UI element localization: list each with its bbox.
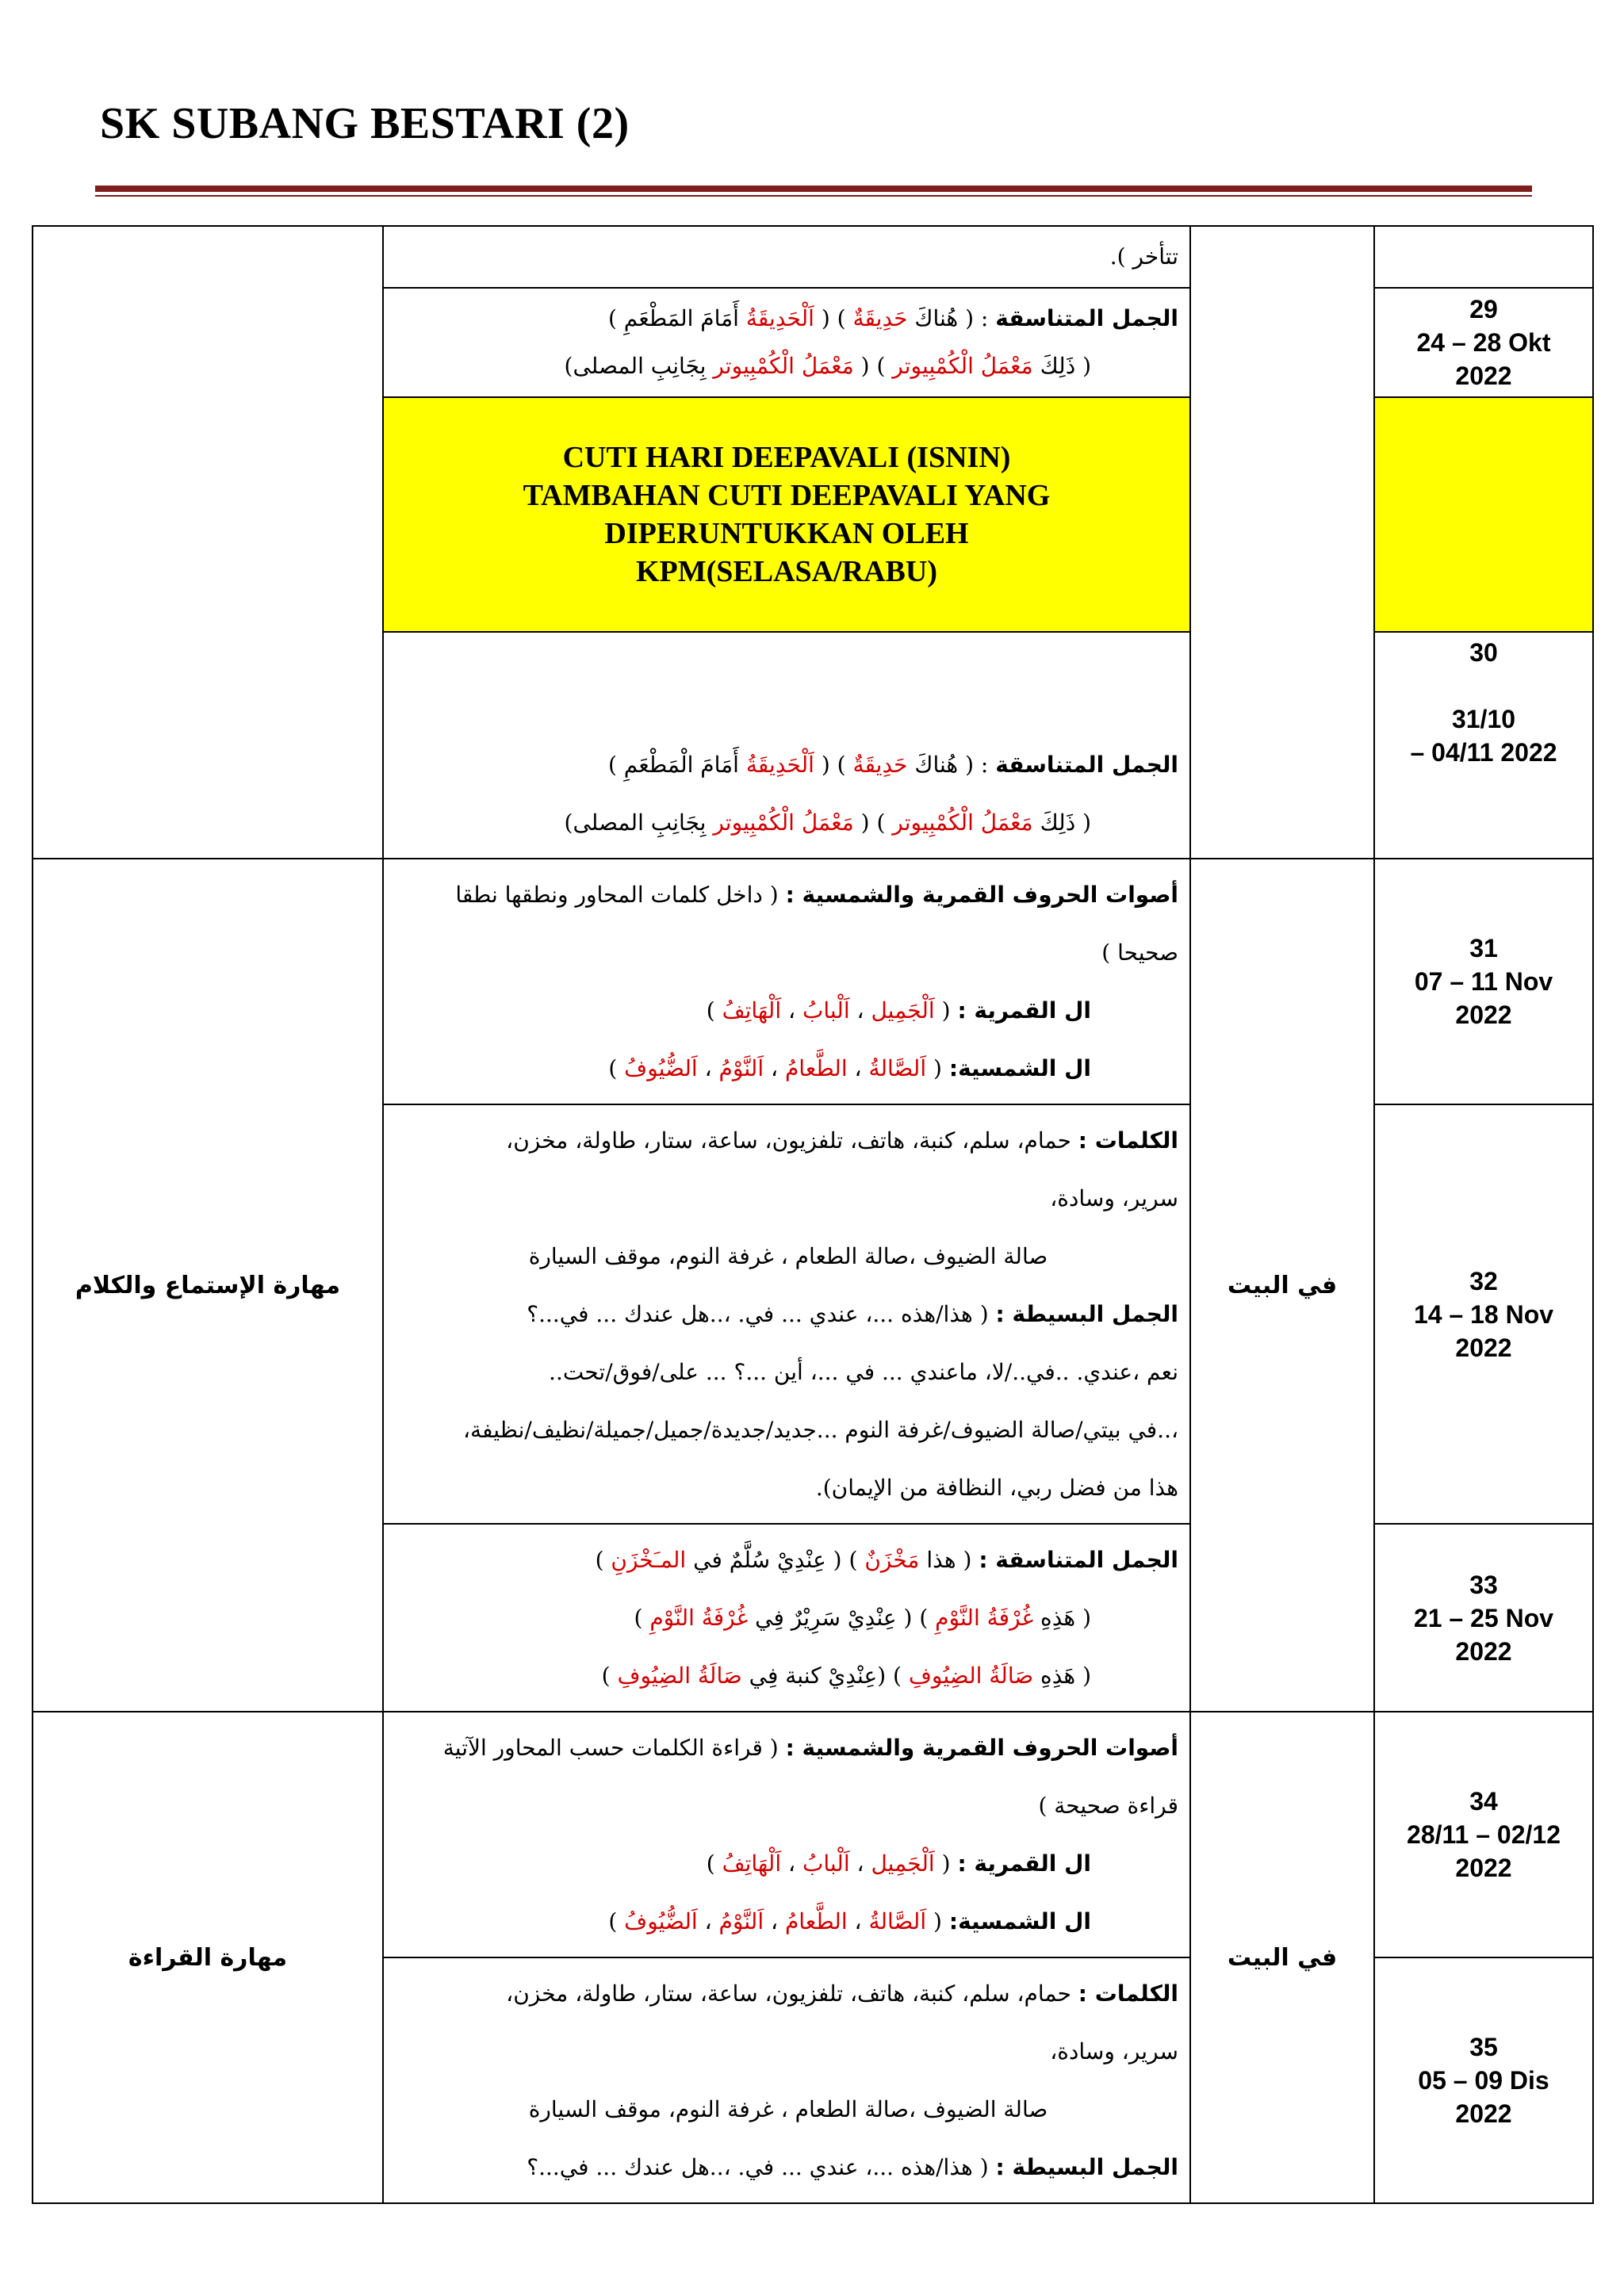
highlight-word: اَلْهَاتِفُ [722,1850,782,1877]
highlight-word: اَلصَّالةُ [868,1055,927,1081]
content-line: نعم ،عندي. ..في../لا، ماعندي ... في ...، أين ...؟ ... على/فوق/تحت.. [549,1359,1178,1385]
week-cell [1374,1104,1593,1524]
content-text: ) [601,1663,611,1689]
week-dates: 28/11 – 02/12 [1407,1820,1561,1849]
week-year: 2022 [1455,1636,1512,1666]
highlight-word: اَلنَّوْمُ [718,1908,764,1934]
week-dates: 14 – 18 Nov [1413,1299,1554,1329]
highlight-word: اَلْجَمِيل [871,997,935,1024]
content-text: ( هَذِهِ [1040,1663,1091,1689]
week-number: 34 [1469,1787,1498,1816]
content-line: صالة الضيوف ،صالة الطعام ، غرفة النوم، موقف السيارة [528,1243,1048,1269]
content-text: ( [941,997,951,1024]
content-text: ( هذا/هذه ...، عندي ... في. ،..هل عندك ... في...؟ [527,2154,989,2180]
content-line [398,1965,1178,2022]
content-line [398,794,1178,851]
content-text: ) ( [860,353,886,379]
content-line: قراءة صحيحة ) [1038,1793,1178,1819]
content-line [398,1647,1178,1705]
content-text: ) [595,1547,604,1573]
content-text: ) ( [860,809,886,836]
content-line: ال الشمسية: ( اَلصَّالةُ ، الطَّعامُ ، اَلنَّوْمُ ، اَلضُّيُوفُ ) [608,1908,1091,1934]
content-text: ( هُناكَ [914,305,975,331]
content-text: ) (عِنْدِيْ كنبة فِي [749,1663,902,1689]
content-text: ) ( عِنْدِيْ سُلَّمٌ في [693,1547,858,1573]
content-text: ( [941,1850,951,1877]
highlight-word: غُرْفَةُ النَّوْمِ [649,1605,749,1631]
skill-label: مهارة الإستماع والكلام [75,1271,341,1299]
lesson-plan-table [32,225,1594,2204]
week-year: 2022 [1455,1333,1512,1362]
content-cell [383,859,1190,1104]
content-line [398,1285,1178,1343]
content-text: ( داخل كلمات المحاور ونطقها نطقا [455,882,779,908]
content-label: الجمل البسيطة : [995,1301,1178,1327]
content-text: ) [608,1908,618,1934]
week-dates: 07 – 11 Nov [1414,967,1553,996]
content-text: ( [933,1908,942,1934]
highlight-word: اَلْبابُ [802,997,850,1024]
content-label: الجمل المتناسقة : [979,1547,1178,1573]
content-text: ) [706,1850,715,1877]
content-cell [383,1957,1190,2203]
week-number: 30 [1469,638,1498,667]
content-text: أَمَامَ المَطْعَمِ ) [607,305,739,331]
highlight-word: غُرْفَةُ النَّوْمِ [935,1605,1034,1631]
holiday-line: CUTI HARI DEEPAVALI (ISNIN) [562,441,1011,474]
week-dates: 24 – 28 Okt [1416,328,1551,357]
content-text: ) ( [821,752,846,778]
highlight-word: اَلنَّوْمُ [718,1055,764,1081]
content-text: ) [706,997,715,1024]
content-label: الجمل البسيطة : [995,2154,1178,2180]
table-row [33,226,1593,288]
highlight-word: اَلْهَاتِفُ [722,997,782,1024]
table-row [33,1712,1593,1957]
content-cell [383,1712,1190,1957]
highlight-word: اَلْحَدِيقَةُ [745,305,814,331]
content-line: ال الشمسية: ( اَلصَّالةُ ، الطَّعامُ ، اَلنَّوْمُ ، اَلضُّيُوفُ ) [608,1055,1091,1081]
highlight-word: اَلْبابُ [802,1850,850,1877]
content-line: صحيحا ) [1101,939,1178,966]
content-line [398,1112,1178,1169]
week-year: 2022 [1455,2099,1512,2128]
highlight-word: اَلضُّيُوفُ [624,1908,698,1934]
place-label: في البيت [1227,1943,1338,1972]
content-label: ال القمرية : [957,997,1091,1024]
content-line: صالة الضيوف ،صالة الطعام ، غرفة النوم، موقف السيارة [528,2096,1048,2122]
content-line: ،..في بيتي/صالة الضيوف/غرفة النوم ...جديد/جديدة/جميل/جميلة/نظيف/نظيفة، [462,1417,1178,1443]
highlight-word: مَعْمَلُ الْكُمْبِيوتر [892,353,1033,379]
content-text: ) ( عِنْدِيْ سَرِيْرٌ فِي [755,1605,929,1631]
highlight-word: مَعْمَلُ الْكُمْبِيوتر [892,809,1033,836]
week-cell [1374,1957,1593,2203]
week-year: – 04/11 2022 [1410,738,1557,767]
content-text: ( ذَلِكَ [1040,353,1091,379]
holiday-line: KPM(SELASA/RABU) [635,555,938,588]
table-row [33,859,1593,1104]
place-cell [1190,859,1374,1712]
highlight-word: صَالَةُ الضِيُوفِ [908,1663,1034,1689]
content-line [398,2138,1178,2196]
content-line [398,342,1178,390]
content-label: الجمل المتناسقة [995,752,1178,778]
highlight-word: اَلضُّيُوفُ [624,1055,698,1081]
content-label: الكلمات : [1078,1127,1178,1154]
content-line [398,1589,1178,1647]
week-dates: 31/10 [1451,705,1516,733]
content-label: أصوات الحروف القمرية والشمسية : [785,1735,1178,1761]
content-text: ( هذا/هذه ...، عندي ... في. ،..هل عندك ... في...؟ [527,1301,989,1327]
content-cell [383,1524,1190,1712]
week-cell [1374,859,1593,1104]
highlight-word: حَدِيقَةٌ [852,752,908,778]
week-cell [1374,1524,1593,1712]
highlight-word: الطَّعامُ [784,1055,848,1081]
content-text: أَمَامَ الْمَطْعَمِ ) [607,752,739,778]
week-number: 33 [1469,1570,1498,1599]
place-label: في البيت [1227,1271,1338,1299]
content-label: الكلمات : [1078,1980,1178,2007]
week-cell-empty [1374,226,1593,288]
highlight-word: اَلصَّالةُ [868,1908,927,1934]
week-number: 31 [1469,934,1498,962]
skill-cell [33,1712,383,2203]
highlight-word: مَعْمَلُ الْكُمْبِيوتر [713,353,854,379]
content-label: أصوات الحروف القمرية والشمسية : [785,882,1178,908]
week-number: 32 [1469,1266,1498,1295]
week-year: 2022 [1455,1854,1512,1882]
place-cell [1190,1712,1374,2203]
week-year: 2022 [1455,1001,1512,1029]
content-text: ( ذَلِكَ [1040,809,1091,836]
content-line: ال القمرية : ( اَلْجَمِيل ، اَلْبابُ ، اَلْهَاتِفُ ) [706,997,1091,1024]
week-dates: 05 – 09 Dis [1418,2066,1549,2095]
place-cell-empty [1190,226,1374,859]
content-cell [383,1104,1190,1524]
content-line [398,866,1178,924]
content-text: ( هُناكَ [914,752,975,778]
content-text: بِجَانِبِ المصلى) [564,809,707,836]
title-divider-thin [95,195,1532,197]
content-label: ال القمرية : [957,1850,1091,1877]
content-cell [383,632,1190,859]
week-year: 2022 [1455,362,1512,390]
week-cell [1374,288,1593,397]
content-text: ( قراءة الكلمات حسب المحاور الآتية [442,1735,779,1761]
week-number: 35 [1469,2033,1498,2061]
highlight-word: مَخْزَنٌ [864,1547,920,1573]
content-text: ) [634,1605,643,1631]
holiday-line: DIPERUNTUKKAN OLEH [604,517,969,550]
content-line [398,1531,1178,1589]
skill-cell-empty [33,226,383,859]
week-dates: 21 – 25 Nov [1413,1603,1554,1632]
content-line: سرير، وسادة، [1050,2038,1178,2064]
skill-cell [33,859,383,1712]
content-line: هذا من فضل ربي، النظافة من الإيمان). [815,1475,1178,1501]
page-title: SK SUBANG BESTARI (2) [100,99,630,148]
content-line: الجمل المتناسقة : ( هُناكَ حَدِيقَةٌ ) ( اَلْحَدِيقَةُ أَمَامَ الْمَطْعَمِ ) [607,752,1178,778]
content-line: سرير، وسادة، [1050,1185,1178,1211]
week-cell [1374,632,1593,859]
content-text: حمام، سلم، كنبة، هاتف، تلفزيون، ساعة، ستار، طاولة، مخزن، [506,1127,1071,1154]
highlight-word: اَلْحَدِيقَةُ [745,752,814,778]
content-text: ) [608,1055,618,1081]
content-line: الجمل المتناسقة : ( هُناكَ حَدِيقَةٌ ) ( اَلْحَدِيقَةُ أَمَامَ المَطْعَمِ ) [607,305,1178,331]
highlight-word: صَالَةُ الضِيُوفِ [617,1663,742,1689]
highlight-word: الطَّعامُ [784,1908,848,1934]
content-text: ( هَذِهِ [1040,1605,1091,1631]
title-divider [95,186,1532,192]
highlight-word: اَلْجَمِيل [871,1850,935,1877]
content-text: ) ( [821,305,846,331]
content-text: ( [933,1055,942,1081]
skill-label: مهارة القراءة [128,1943,288,1972]
content-label: ال الشمسية: [948,1908,1091,1934]
week-cell [1374,1712,1593,1957]
highlight-word: المـَخْزَنِ [611,1547,687,1573]
content-text: بِجَانِبِ المصلى) [564,353,707,379]
highlight-word: حَدِيقَةٌ [852,305,908,331]
content-label: ال الشمسية: [948,1055,1091,1081]
content-text: حمام، سلم، كنبة، هاتف، تلفزيون، ساعة، ستار، طاولة، مخزن، [506,1980,1071,2007]
week-number: 29 [1469,295,1498,323]
holiday-banner [383,397,1190,632]
content-label: الجمل المتناسقة [995,305,1178,331]
highlight-word: مَعْمَلُ الْكُمْبِيوتر [713,809,854,836]
content-cell [383,288,1190,397]
content-line [398,1719,1178,1777]
content-cell [383,226,1190,288]
content-line: ال القمرية : ( اَلْجَمِيل ، اَلْبابُ ، اَلْهَاتِفُ ) [706,1850,1091,1877]
content-text: ( هذا [926,1547,972,1573]
content-line: تتأخر ). [1109,243,1178,270]
holiday-line: TAMBAHAN CUTI DEEPAVALI YANG [523,479,1051,512]
holiday-week-cell [1374,397,1593,632]
